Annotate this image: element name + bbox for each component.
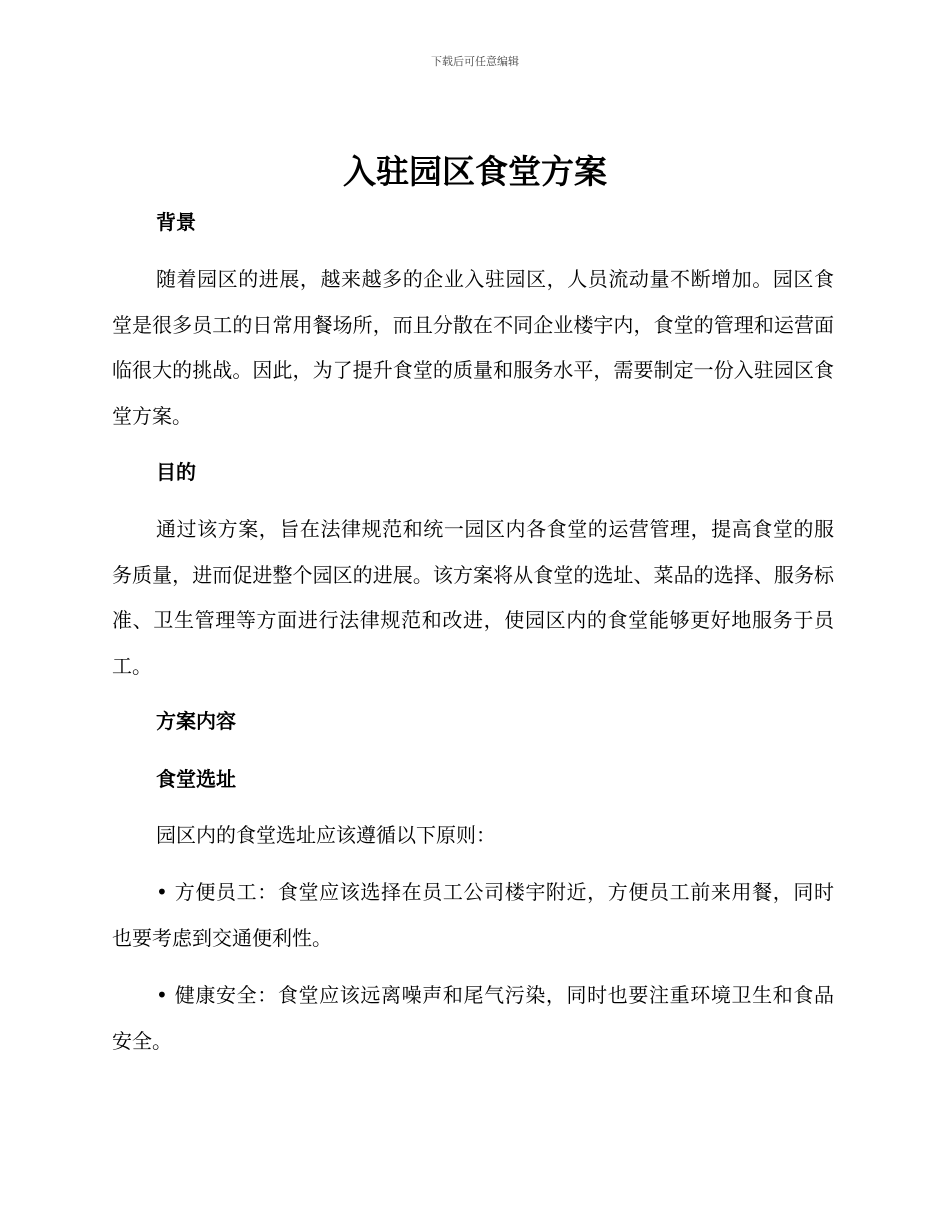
header-note: 下载后可任意编辑 [431,55,519,68]
paragraph-site-intro: 园区内的食堂选址应该遵循以下原则： [156,823,496,847]
document-title: 入驻园区食堂方案 [343,152,607,191]
bullet-health-safety: • 健康安全：食堂应该远离噪声和尾气污染，同时也要注重环境卫生和食品安全。 [112,983,834,1053]
heading-background: 背景 [156,210,196,234]
heading-purpose: 目的 [156,460,196,484]
paragraph-purpose: 通过该方案，旨在法律规范和统一园区内各食堂的运营管理，提高食堂的服务质量，进而促进整个园区的进展。该方案将从食堂的选址、菜品的选择、服务标准、卫生管理等方面进行法律规范和改进，使园区内的食堂能够更好地服务于员工。 [112,517,834,678]
paragraph-background: 随着园区的进展，越来越多的企业入驻园区，人员流动量不断增加。园区食堂是很多员工的日常用餐场所，而且分散在不同企业楼宇内，食堂的管理和运营面临很大的挑战。因此，为了提升食堂的质量和服务水平，需要制定一份入驻园区食堂方案。 [112,267,834,428]
bullet-convenient-for-staff: • 方便员工：食堂应该选择在员工公司楼宇附近，方便员工前来用餐，同时也要考虑到交通便利性。 [112,880,834,950]
heading-site-selection: 食堂选址 [156,767,236,791]
heading-plan-content: 方案内容 [156,709,236,733]
